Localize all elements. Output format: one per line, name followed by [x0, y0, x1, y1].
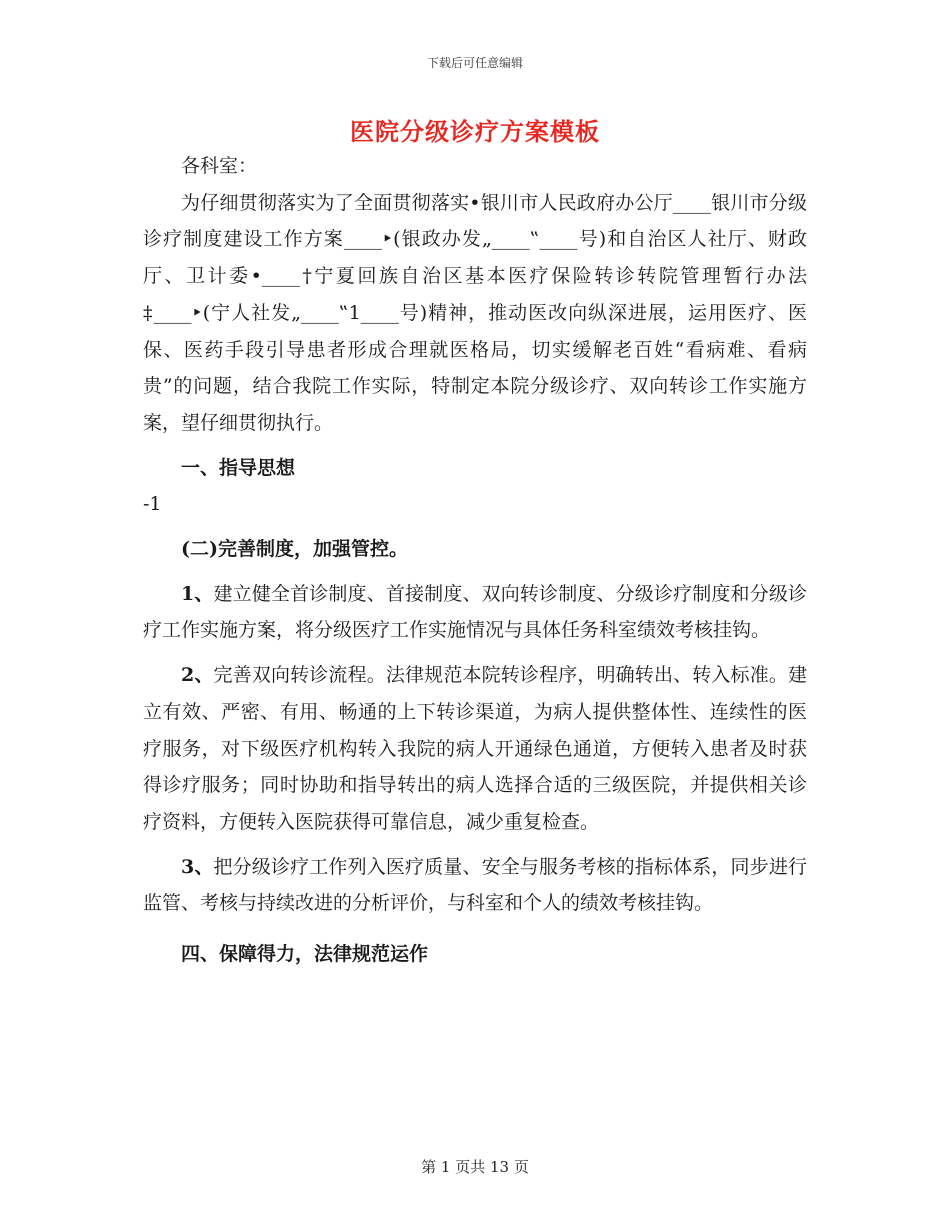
list-item	[143, 657, 807, 841]
list-item-text: 把分级诊疗工作列入医疗质量、安全与服务考核的指标体系，同步进行监管、考核与持续改进的分析评价，与科室和个人的绩效考核挂钩。	[143, 855, 807, 915]
document-body	[143, 148, 807, 973]
section-heading-improve-system: (二)完善制度，加强管控。	[181, 538, 408, 561]
list-item	[143, 849, 807, 922]
salutation: 各科室：	[181, 155, 258, 177]
page-footer: 第 1 页共 13 页	[421, 1158, 529, 1176]
list-item-number: 1、	[181, 582, 214, 605]
section-heading-guarantee: 四、保障得力，法律规范运作	[181, 943, 429, 966]
section-heading-guiding-ideology: 一、指导思想	[181, 456, 296, 479]
list-item	[143, 576, 807, 649]
intro-paragraph: 为仔细贯彻落实为了全面贯彻落实•银川市人民政府办公厅____银川市分级诊疗制度建设工作方案____‣(银政办发„____‟____号)和自治区人社厅、财政厅、卫计委•____†宁夏回族自治区基本医疗保险转诊转院管理暂行办法‡____‣(宁人社发„____‟1____号)精神，推动医改向纵深进展，运用医疗、医保、医药手段引导患者形成合理就医格局，切实缓解老百姓“看病难、看病贵”的问题，结合我院工作实际，特制定本院分级诊疗、双向转诊工作实施方案，望仔细贯彻执行。	[143, 191, 807, 434]
list-item-text: 建立健全首诊制度、首接制度、双向转诊制度、分级诊疗制度和分级诊疗工作实施方案，将分级医疗工作实施情况与具体任务科室绩效考核挂钩。	[143, 582, 807, 642]
list-item-text: 完善双向转诊流程。法律规范本院转诊程序，明确转出、转入标准。建立有效、严密、有用、畅通的上下转诊渠道，为病人提供整体性、连续性的医疗服务，对下级医疗机构转入我院的病人开通绿色通道，方便转入患者及时获得诊疗服务；同时协助和指导转出的病人选择合适的三级医院，并提供相关诊疗资料，方便转入医院获得可靠信息，减少重复检查。	[143, 664, 807, 833]
page-fragment: -1	[143, 493, 162, 516]
header-note: 下载后可任意编辑	[426, 56, 523, 70]
document-title: 医院分级诊疗方案模板	[350, 117, 600, 146]
list-item-number: 2、	[181, 664, 214, 687]
list-item-number: 3、	[181, 855, 214, 878]
